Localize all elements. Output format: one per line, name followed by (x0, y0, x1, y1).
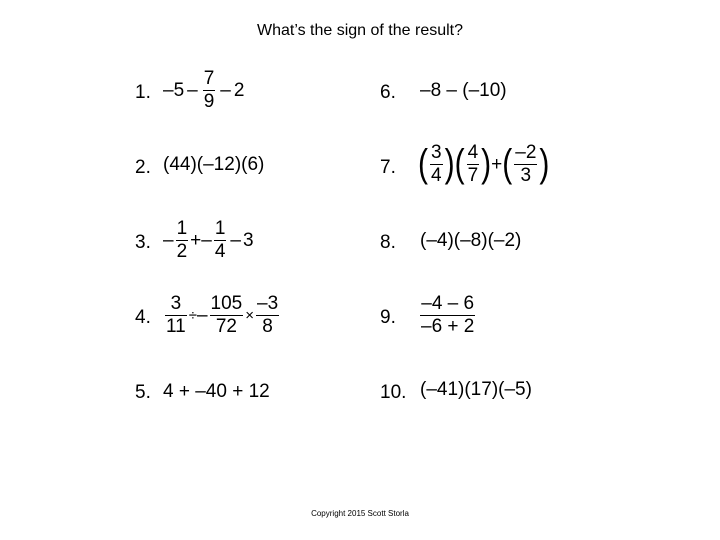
right-paren: ) (481, 142, 492, 186)
denominator: 8 (262, 316, 273, 337)
term: 4 + –40 + 12 (163, 381, 270, 402)
denominator: 2 (176, 241, 188, 262)
fraction (514, 142, 537, 187)
numerator: –3 (257, 293, 279, 314)
divide-sign: ÷ (188, 307, 197, 324)
right-paren: ) (444, 142, 455, 186)
minus-sign: – (201, 229, 212, 251)
problem-number-8: 8. (380, 232, 396, 253)
problem-4-expression (163, 293, 281, 338)
page-title: What’s the sign of the result? (256, 22, 464, 39)
numerator: –4 – 6 (421, 293, 475, 314)
problem-2-expression (163, 154, 264, 176)
problem-number-5: 5. (135, 382, 151, 403)
numerator: 1 (214, 218, 226, 239)
right-paren: ) (539, 142, 550, 186)
minus-sign: – (187, 79, 198, 101)
term: (44)(–12)(6) (163, 154, 265, 175)
plus-sign: + (491, 153, 503, 175)
minus-sign: – (163, 229, 174, 251)
denominator: 4 (431, 165, 442, 186)
term: (–4)(–8)(–2) (420, 230, 522, 251)
problem-7-expression (418, 142, 549, 187)
minus-sign: – (196, 304, 208, 326)
fraction (214, 218, 227, 263)
problem-number-3: 3. (135, 232, 151, 253)
term: –5 (163, 79, 185, 101)
numerator: 1 (176, 218, 188, 239)
times-sign: × (245, 307, 255, 324)
minus-sign: – (230, 229, 241, 251)
left-paren: ( (502, 142, 513, 186)
numerator: 3 (170, 293, 182, 314)
problem-5-expression (163, 381, 270, 403)
problem-8-expression (420, 230, 521, 252)
left-paren: ( (418, 142, 428, 186)
problem-1-expression (163, 68, 244, 113)
copyright-notice: Copyright 2015 Scott Storla (311, 509, 409, 518)
minus-sign: – (220, 79, 231, 101)
problem-number-10: 10. (380, 382, 407, 403)
problem-number-2: 2. (135, 157, 151, 178)
denominator: 11 (166, 316, 186, 337)
denominator: 7 (467, 165, 479, 186)
fraction (430, 142, 443, 187)
numerator: –2 (515, 142, 537, 163)
fraction (203, 68, 216, 113)
problem-number-7: 7. (380, 157, 396, 178)
denominator: –6 + 2 (421, 316, 475, 337)
term: 3 (243, 229, 254, 251)
fraction (210, 293, 244, 338)
problem-10-expression (420, 379, 532, 401)
numerator: 3 (431, 142, 442, 163)
fraction (420, 293, 475, 338)
term: –8 – (–10) (420, 80, 507, 101)
denominator: 4 (214, 241, 226, 262)
denominator: 9 (203, 91, 215, 112)
problem-number-6: 6. (380, 82, 396, 103)
problem-6-expression (420, 80, 507, 102)
denominator: 3 (520, 165, 532, 186)
denominator: 72 (215, 316, 237, 337)
numerator: 4 (467, 142, 479, 163)
numerator: 7 (203, 68, 215, 89)
fraction (165, 293, 187, 338)
problem-9-expression (418, 293, 477, 338)
fraction (467, 142, 480, 187)
fraction (176, 218, 189, 263)
fraction (256, 293, 279, 338)
numerator: 105 (210, 293, 243, 314)
problem-3-expression (163, 218, 254, 263)
problem-number-4: 4. (135, 307, 151, 328)
plus-sign: + (190, 229, 202, 251)
problem-number-1: 1. (135, 82, 151, 103)
term: (–41)(17)(–5) (420, 379, 532, 400)
problem-number-9: 9. (380, 307, 396, 328)
term: 2 (233, 79, 245, 101)
left-paren: ( (454, 142, 465, 186)
